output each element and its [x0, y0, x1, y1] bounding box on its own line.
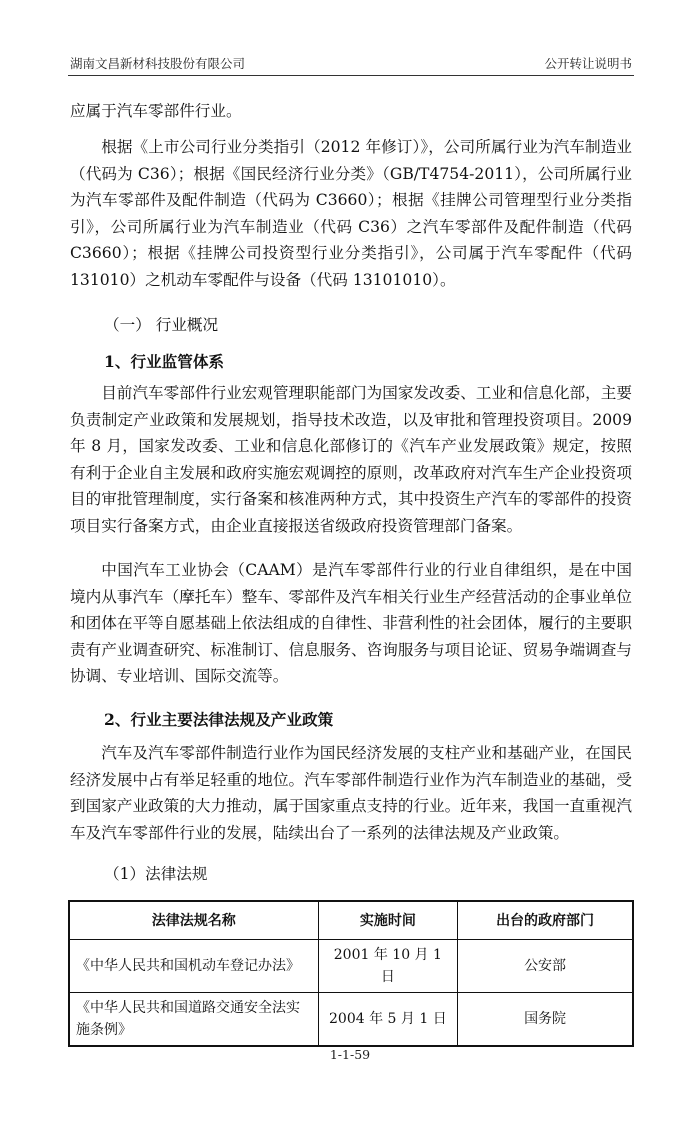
header-divider [68, 75, 634, 76]
laws-table [68, 900, 634, 1047]
paragraph-industry-classification: 根据《上市公司行业分类指引（2012 年修订）》，公司所属行业为汽车制造业（代码为 C36）；根据《国民经济行业分类》（GB/T4754-2011），公司所属行业为汽车零部件及配件制造（代码为 C3660）；根据《挂牌公司管理型行业分类指引》，公司所属行业为汽车制造业（代码 C36）之汽车零部件及配件制造（代码 C3660）；根据《挂牌公司投资型行业分类指引》，公司属于汽车零配件（代码 131010）之机动车零配件与设备（代码 13101010）。 [70, 138, 632, 289]
page-number: 1-1-59 [329, 1047, 371, 1062]
table-row [69, 940, 633, 993]
subheading-regulatory-system: 1、行业监管体系 [104, 352, 225, 371]
subheading-laws: （1）法律法规 [104, 865, 208, 883]
table-header-law-name: 法律法规名称 [69, 901, 318, 940]
section-heading-industry-overview: （一） 行业概况 [104, 316, 219, 334]
table-header-department: 出台的政府部门 [458, 901, 633, 940]
page-header [70, 54, 632, 76]
law-name: 《中华人民共和国机动车登记办法》 [69, 940, 318, 993]
table-header-effective-date: 实施时间 [318, 901, 458, 940]
subheading-laws-and-policies: 2、行业主要法律法规及产业政策 [104, 710, 334, 729]
company-name: 湖南文昌新材科技股份有限公司 [70, 56, 246, 71]
document-type: 公开转让说明书 [544, 56, 632, 71]
law-name: 《中华人民共和国道路交通安全法实施条例》 [69, 993, 318, 1047]
table-header-row [69, 901, 633, 940]
table-row [69, 993, 633, 1047]
effective-date: 2004 年 5 月 1 日 [318, 993, 458, 1047]
effective-date: 2001 年 10 月 1 日 [318, 940, 458, 993]
department: 公安部 [458, 940, 633, 993]
paragraph-1: 应属于汽车零部件行业。 [70, 102, 242, 120]
paragraph-industry-policy: 汽车及汽车零部件制造行业作为国民经济发展的支柱产业和基础产业，在国民经济发展中占有举足轻重的地位。汽车零部件制造行业作为汽车制造业的基础，受到国家产业政策的大力推动，属于国家重点支持的行业。近年来，我国一直重视汽车及汽车零部件行业的发展，陆续出台了一系列的法律法规及产业政策。 [70, 744, 632, 842]
paragraph-regulatory-authorities: 目前汽车零部件行业宏观管理职能部门为国家发改委、工业和信息化部，主要负责制定产业政策和发展规划，指导技术改造，以及审批和管理投资项目。2009 年 8 月，国家发改委、工业和信息化部修订的《汽车产业发展政策》规定，按照有利于企业自主发展和政府实施宏观调控的原则，改革政府对汽车生产企业投资项目的审批管理制度，实行备案和核准两种方式，其中投资生产汽车的零部件的投资项目实行备案方式，由企业直接报送省级政府投资管理部门备案。 [70, 384, 632, 535]
department: 国务院 [458, 993, 633, 1047]
paragraph-caam: 中国汽车工业协会（CAAM）是汽车零部件行业的行业自律组织，是在中国境内从事汽车（摩托车）整车、零部件及汽车相关行业生产经营活动的企事业单位和团体在平等自愿基础上依法组成的自律性、非营利性的社会团体，履行的主要职责有产业调查研究、标准制订、信息服务、咨询服务与项目论证、贸易争端调查与协调、专业培训、国际交流等。 [70, 561, 632, 686]
